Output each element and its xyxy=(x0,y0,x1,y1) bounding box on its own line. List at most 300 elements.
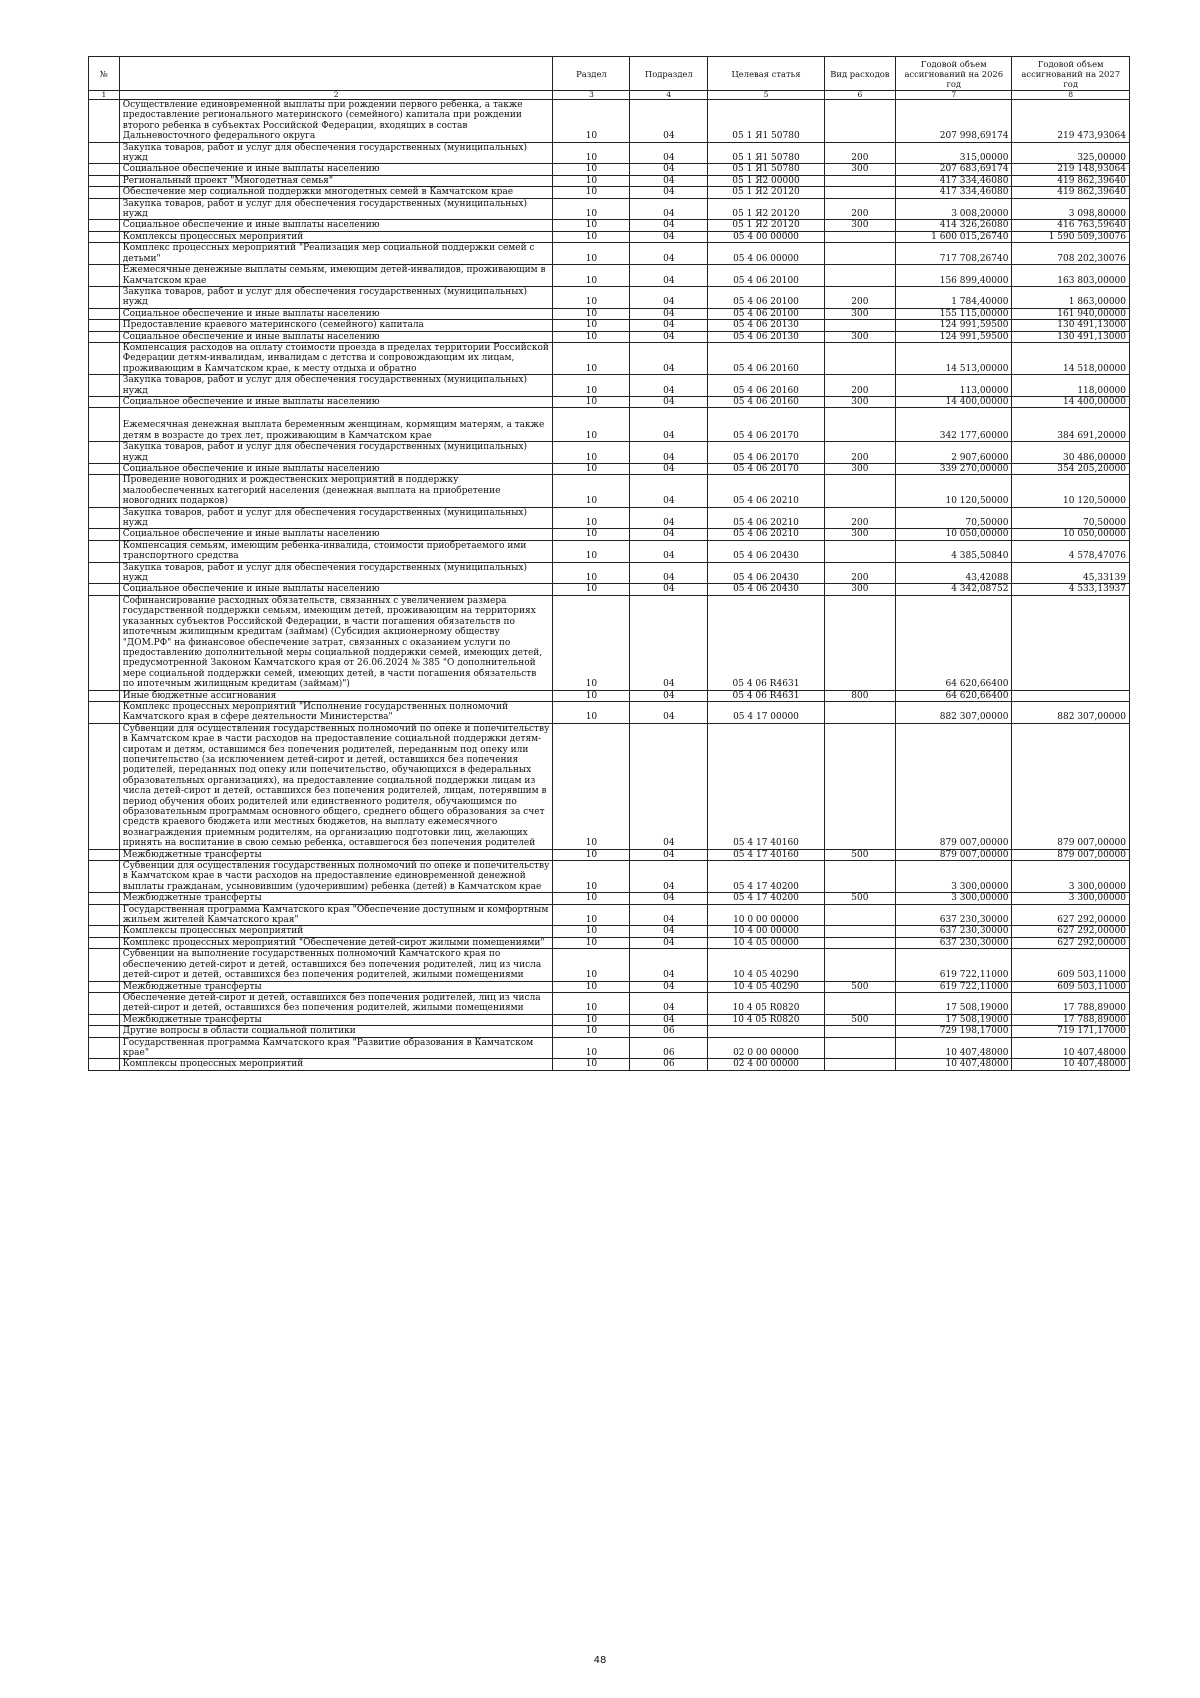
table-row xyxy=(89,286,1130,308)
table-row xyxy=(89,584,1130,595)
row-target-article-cell: 05 4 17 00000 xyxy=(708,701,824,723)
row-target-article-cell: 10 4 05 R0820 xyxy=(708,992,824,1014)
row-amount-2027-cell: 10 407,48000 xyxy=(1012,1037,1130,1059)
row-section-cell: 10 xyxy=(553,198,630,220)
header-name xyxy=(119,57,553,91)
row-expense-type-cell: 200 xyxy=(824,286,895,308)
row-amount-2027-cell: 609 503,11000 xyxy=(1012,949,1130,981)
table-row xyxy=(89,529,1130,540)
row-subsection-cell: 04 xyxy=(630,308,708,319)
row-name-cell: Государственная программа Камчатского края "Развитие образования в Камчатском крае" xyxy=(119,1037,553,1059)
row-target-article-cell xyxy=(708,1026,824,1037)
row-target-article-cell: 05 4 06 20130 xyxy=(708,320,824,331)
row-section-cell: 10 xyxy=(553,243,630,265)
row-name-cell: Обеспечение детей-сирот и детей, оставшихся без попечения родителей, лиц из числа детей-сирот и детей, оставшихся без попечения родителей, жилыми помещениями xyxy=(119,992,553,1014)
row-name-cell: Проведение новогодних и рождественских мероприятий в поддержку малообеспеченных категорий населения (денежная выплата на приобретение новогодних подарков) xyxy=(119,475,553,507)
row-expense-type-cell xyxy=(824,1026,895,1037)
header-target-article: Целевая статья xyxy=(708,57,824,91)
row-expense-type-cell: 300 xyxy=(824,308,895,319)
row-name-cell: Комплексы процессных мероприятий xyxy=(119,1059,553,1070)
row-subsection-cell: 04 xyxy=(630,1014,708,1025)
row-expense-type-cell: 200 xyxy=(824,442,895,464)
row-expense-type-cell xyxy=(824,1037,895,1059)
row-section-cell: 10 xyxy=(553,187,630,198)
row-target-article-cell: 05 4 06 20160 xyxy=(708,396,824,407)
row-amount-2026-cell: 339 270,00000 xyxy=(896,464,1012,475)
row-section-cell: 10 xyxy=(553,849,630,860)
row-number-cell xyxy=(89,562,120,584)
row-number-cell xyxy=(89,243,120,265)
row-name-cell: Закупка товаров, работ и услуг для обеспечения государственных (муниципальных) нужд xyxy=(119,142,553,164)
row-name-cell: Комплексы процессных мероприятий xyxy=(119,231,553,242)
row-name-cell: Софинансирование расходных обязательств, связанных с увеличением размера государственной поддержки семьям, имеющим детей, проживающим на территориях указанных субъектов Российской Федерации, в части погашения обязательств по ипотечным жилищным кредитам (займам) (Субсидия акционерному обществу "ДОМ.РФ" на финансовое обеспечение затрат, связанных с оказанием услуги по предоставлению дополнительной меры социальной поддержки семей, имеющих детей, предусмотренной Законом Камчатского края от 26.06.2024 № 385 "О дополнительной мере социальной поддержки семей, имеющих детей, в части погашения обязательств по ипотечным жилищным кредитам (займам)") xyxy=(119,595,553,690)
row-expense-type-cell: 200 xyxy=(824,375,895,397)
row-section-cell: 10 xyxy=(553,893,630,904)
row-expense-type-cell xyxy=(824,540,895,562)
row-name-cell: Иные бюджетные ассигнования xyxy=(119,690,553,701)
row-target-article-cell: 05 4 06 20160 xyxy=(708,342,824,374)
column-number: 5 xyxy=(708,91,824,100)
table-row xyxy=(89,507,1130,529)
row-name-cell: Субвенции для осуществления государственных полномочий по опеке и попечительству в Камчатском крае в части расходов на предоставление единовременной денежной выплаты гражданам, усыновившим (удочерившим) ребенка (детей) в Камчатском крае xyxy=(119,861,553,893)
row-amount-2026-cell: 124 991,59500 xyxy=(896,331,1012,342)
row-number-cell xyxy=(89,265,120,287)
row-amount-2027-cell: 4 578,47076 xyxy=(1012,540,1130,562)
table-row xyxy=(89,375,1130,397)
row-amount-2027-cell: 10 407,48000 xyxy=(1012,1059,1130,1070)
row-section-cell: 10 xyxy=(553,408,630,442)
row-expense-type-cell xyxy=(824,265,895,287)
row-target-article-cell: 05 4 06 20100 xyxy=(708,265,824,287)
row-target-article-cell: 05 4 06 20170 xyxy=(708,464,824,475)
column-number: 7 xyxy=(896,91,1012,100)
header-amount-2027: Годовой объем ассигнований на 2027 год xyxy=(1012,57,1130,91)
row-subsection-cell: 04 xyxy=(630,849,708,860)
row-subsection-cell: 04 xyxy=(630,142,708,164)
row-name-cell: Закупка товаров, работ и услуг для обеспечения государственных (муниципальных) нужд xyxy=(119,375,553,397)
row-subsection-cell: 04 xyxy=(630,396,708,407)
row-target-article-cell: 05 4 17 40200 xyxy=(708,893,824,904)
row-target-article-cell: 10 4 05 00000 xyxy=(708,937,824,948)
row-name-cell: Социальное обеспечение и иные выплаты населению xyxy=(119,331,553,342)
row-amount-2026-cell: 1 784,40000 xyxy=(896,286,1012,308)
row-subsection-cell: 04 xyxy=(630,529,708,540)
row-number-cell xyxy=(89,100,120,143)
table-row xyxy=(89,342,1130,374)
row-target-article-cell: 05 4 06 R4631 xyxy=(708,690,824,701)
row-subsection-cell: 04 xyxy=(630,981,708,992)
row-section-cell: 10 xyxy=(553,992,630,1014)
row-expense-type-cell: 800 xyxy=(824,690,895,701)
row-subsection-cell: 06 xyxy=(630,1059,708,1070)
row-expense-type-cell xyxy=(824,320,895,331)
row-name-cell: Осуществление единовременной выплаты при рождении первого ребенка, а также предоставление регионального материнского (семейного) капитала при рождении второго ребенка в субъектах Российской Федерации, входящих в состав Дальневосточного федерального округа xyxy=(119,100,553,143)
row-expense-type-cell xyxy=(824,723,895,849)
budget-table-sheet xyxy=(88,56,1130,1071)
row-expense-type-cell xyxy=(824,861,895,893)
column-number: 6 xyxy=(824,91,895,100)
row-number-cell xyxy=(89,507,120,529)
row-amount-2026-cell: 14 400,00000 xyxy=(896,396,1012,407)
row-amount-2027-cell: 419 862,39640 xyxy=(1012,187,1130,198)
row-section-cell: 10 xyxy=(553,595,630,690)
row-amount-2027-cell: 3 300,00000 xyxy=(1012,861,1130,893)
row-expense-type-cell: 200 xyxy=(824,507,895,529)
row-expense-type-cell xyxy=(824,949,895,981)
row-number-cell xyxy=(89,849,120,860)
row-amount-2027-cell: 3 300,00000 xyxy=(1012,893,1130,904)
row-amount-2027-cell xyxy=(1012,595,1130,690)
row-number-cell xyxy=(89,1014,120,1025)
header-expense-type: Вид расходов xyxy=(824,57,895,91)
column-numbers-row xyxy=(89,91,1130,100)
row-target-article-cell: 05 4 06 00000 xyxy=(708,243,824,265)
row-number-cell xyxy=(89,320,120,331)
table-row xyxy=(89,701,1130,723)
row-section-cell: 10 xyxy=(553,690,630,701)
row-section-cell: 10 xyxy=(553,562,630,584)
row-name-cell: Ежемесячные денежные выплаты семьям, имеющим детей-инвалидов, проживающим в Камчатском крае xyxy=(119,265,553,287)
row-amount-2027-cell: 627 292,00000 xyxy=(1012,926,1130,937)
row-number-cell xyxy=(89,164,120,175)
row-name-cell: Обеспечение мер социальной поддержки многодетных семей в Камчатском крае xyxy=(119,187,553,198)
row-amount-2027-cell: 163 803,00000 xyxy=(1012,265,1130,287)
row-number-cell xyxy=(89,595,120,690)
row-number-cell xyxy=(89,690,120,701)
row-name-cell: Субвенции на выполнение государственных полномочий Камчатского края по обеспечению детей-сирот и детей, оставшихся без попечения родителей, лиц из числа детей-сирот и детей, оставшихся без попечения родителей, жилыми помещениями xyxy=(119,949,553,981)
row-number-cell xyxy=(89,375,120,397)
row-number-cell xyxy=(89,198,120,220)
row-expense-type-cell: 300 xyxy=(824,164,895,175)
row-section-cell: 10 xyxy=(553,220,630,231)
row-expense-type-cell: 300 xyxy=(824,529,895,540)
row-target-article-cell: 05 1 Я2 20120 xyxy=(708,220,824,231)
row-amount-2027-cell: 882 307,00000 xyxy=(1012,701,1130,723)
row-subsection-cell: 04 xyxy=(630,100,708,143)
row-number-cell xyxy=(89,231,120,242)
row-amount-2026-cell: 64 620,66400 xyxy=(896,595,1012,690)
row-expense-type-cell xyxy=(824,904,895,926)
row-section-cell: 10 xyxy=(553,396,630,407)
row-number-cell xyxy=(89,1026,120,1037)
row-subsection-cell: 04 xyxy=(630,408,708,442)
row-target-article-cell: 10 4 05 40290 xyxy=(708,949,824,981)
budget-rows xyxy=(89,100,1130,1071)
row-section-cell: 10 xyxy=(553,142,630,164)
table-row xyxy=(89,1037,1130,1059)
row-section-cell: 10 xyxy=(553,175,630,186)
row-subsection-cell: 04 xyxy=(630,861,708,893)
row-expense-type-cell: 300 xyxy=(824,464,895,475)
row-name-cell: Социальное обеспечение и иные выплаты населению xyxy=(119,220,553,231)
row-section-cell: 10 xyxy=(553,231,630,242)
row-subsection-cell: 04 xyxy=(630,220,708,231)
row-target-article-cell: 05 4 06 20210 xyxy=(708,475,824,507)
row-expense-type-cell xyxy=(824,231,895,242)
row-expense-type-cell: 300 xyxy=(824,396,895,407)
table-row xyxy=(89,396,1130,407)
row-target-article-cell: 10 4 00 00000 xyxy=(708,926,824,937)
row-subsection-cell: 04 xyxy=(630,243,708,265)
row-section-cell: 10 xyxy=(553,442,630,464)
row-target-article-cell: 05 4 17 40200 xyxy=(708,861,824,893)
row-expense-type-cell: 300 xyxy=(824,220,895,231)
row-amount-2027-cell: 45,33139 xyxy=(1012,562,1130,584)
table-row xyxy=(89,442,1130,464)
table-row xyxy=(89,464,1130,475)
table-row xyxy=(89,1059,1130,1070)
row-section-cell: 10 xyxy=(553,701,630,723)
table-row xyxy=(89,265,1130,287)
row-amount-2027-cell: 3 098,80000 xyxy=(1012,198,1130,220)
row-amount-2026-cell: 1 600 015,26740 xyxy=(896,231,1012,242)
table-row xyxy=(89,849,1130,860)
row-amount-2026-cell: 43,42088 xyxy=(896,562,1012,584)
row-amount-2027-cell: 719 171,17000 xyxy=(1012,1026,1130,1037)
row-number-cell xyxy=(89,331,120,342)
row-amount-2027-cell: 419 862,39640 xyxy=(1012,175,1130,186)
row-section-cell: 10 xyxy=(553,540,630,562)
row-target-article-cell: 05 4 06 R4631 xyxy=(708,595,824,690)
header-section: Раздел xyxy=(553,57,630,91)
row-subsection-cell: 04 xyxy=(630,723,708,849)
row-amount-2026-cell: 637 230,30000 xyxy=(896,926,1012,937)
row-section-cell: 10 xyxy=(553,1037,630,1059)
table-row xyxy=(89,320,1130,331)
row-amount-2026-cell: 17 508,19000 xyxy=(896,1014,1012,1025)
row-amount-2027-cell: 879 007,00000 xyxy=(1012,849,1130,860)
row-expense-type-cell xyxy=(824,701,895,723)
row-amount-2026-cell: 2 907,60000 xyxy=(896,442,1012,464)
row-number-cell xyxy=(89,175,120,186)
row-amount-2026-cell: 10 050,00000 xyxy=(896,529,1012,540)
table-row xyxy=(89,100,1130,143)
row-section-cell: 10 xyxy=(553,861,630,893)
row-amount-2027-cell: 708 202,30076 xyxy=(1012,243,1130,265)
column-number: 8 xyxy=(1012,91,1130,100)
table-row xyxy=(89,408,1130,442)
row-target-article-cell: 05 4 17 40160 xyxy=(708,723,824,849)
row-number-cell xyxy=(89,142,120,164)
row-amount-2027-cell: 416 763,59640 xyxy=(1012,220,1130,231)
table-row xyxy=(89,231,1130,242)
row-section-cell: 10 xyxy=(553,1026,630,1037)
table-row xyxy=(89,937,1130,948)
row-expense-type-cell xyxy=(824,1059,895,1070)
header-row xyxy=(89,57,1130,91)
table-row xyxy=(89,595,1130,690)
row-subsection-cell: 04 xyxy=(630,375,708,397)
row-amount-2027-cell: 384 691,20000 xyxy=(1012,408,1130,442)
row-subsection-cell: 04 xyxy=(630,175,708,186)
column-number: 2 xyxy=(119,91,553,100)
row-section-cell: 10 xyxy=(553,308,630,319)
row-number-cell xyxy=(89,187,120,198)
row-amount-2027-cell: 609 503,11000 xyxy=(1012,981,1130,992)
row-subsection-cell: 04 xyxy=(630,286,708,308)
row-target-article-cell: 02 0 00 00000 xyxy=(708,1037,824,1059)
row-amount-2026-cell: 10 120,50000 xyxy=(896,475,1012,507)
row-amount-2026-cell: 729 198,17000 xyxy=(896,1026,1012,1037)
row-subsection-cell: 04 xyxy=(630,562,708,584)
row-name-cell: Закупка товаров, работ и услуг для обеспечения государственных (муниципальных) нужд xyxy=(119,286,553,308)
row-section-cell: 10 xyxy=(553,1014,630,1025)
row-amount-2026-cell: 207 683,69174 xyxy=(896,164,1012,175)
row-amount-2026-cell: 879 007,00000 xyxy=(896,849,1012,860)
row-number-cell xyxy=(89,723,120,849)
row-amount-2027-cell: 118,00000 xyxy=(1012,375,1130,397)
row-amount-2027-cell: 219 148,93064 xyxy=(1012,164,1130,175)
row-subsection-cell: 04 xyxy=(630,342,708,374)
row-subsection-cell: 04 xyxy=(630,475,708,507)
row-subsection-cell: 04 xyxy=(630,992,708,1014)
row-number-cell xyxy=(89,1037,120,1059)
row-amount-2026-cell: 315,00000 xyxy=(896,142,1012,164)
row-target-article-cell: 05 4 06 20100 xyxy=(708,286,824,308)
row-amount-2026-cell: 637 230,30000 xyxy=(896,904,1012,926)
row-amount-2026-cell: 3 008,20000 xyxy=(896,198,1012,220)
row-name-cell: Государственная программа Камчатского края "Обеспечение доступным и комфортным жильем жителей Камчатского края" xyxy=(119,904,553,926)
table-row xyxy=(89,164,1130,175)
row-section-cell: 10 xyxy=(553,265,630,287)
row-number-cell xyxy=(89,475,120,507)
row-section-cell: 10 xyxy=(553,926,630,937)
row-expense-type-cell xyxy=(824,100,895,143)
row-name-cell: Предоставление краевого материнского (семейного) капитала xyxy=(119,320,553,331)
row-section-cell: 10 xyxy=(553,164,630,175)
row-amount-2027-cell: 219 473,93064 xyxy=(1012,100,1130,143)
row-amount-2026-cell: 4 385,50840 xyxy=(896,540,1012,562)
row-subsection-cell: 04 xyxy=(630,701,708,723)
row-amount-2027-cell: 1 590 509,30076 xyxy=(1012,231,1130,242)
budget-table xyxy=(88,56,1130,1071)
row-expense-type-cell: 500 xyxy=(824,893,895,904)
row-target-article-cell: 05 4 17 40160 xyxy=(708,849,824,860)
header-subsection: Подраздел xyxy=(630,57,708,91)
row-amount-2026-cell: 14 513,00000 xyxy=(896,342,1012,374)
row-number-cell xyxy=(89,408,120,442)
row-number-cell xyxy=(89,442,120,464)
row-expense-type-cell xyxy=(824,475,895,507)
row-number-cell xyxy=(89,981,120,992)
row-number-cell xyxy=(89,342,120,374)
row-name-cell: Социальное обеспечение и иные выплаты населению xyxy=(119,396,553,407)
row-target-article-cell: 05 4 06 20130 xyxy=(708,331,824,342)
row-target-article-cell: 05 1 Я2 20120 xyxy=(708,198,824,220)
row-expense-type-cell: 200 xyxy=(824,562,895,584)
row-section-cell: 10 xyxy=(553,584,630,595)
row-section-cell: 10 xyxy=(553,529,630,540)
row-section-cell: 10 xyxy=(553,723,630,849)
table-row xyxy=(89,187,1130,198)
row-expense-type-cell xyxy=(824,342,895,374)
table-row xyxy=(89,893,1130,904)
row-section-cell: 10 xyxy=(553,1059,630,1070)
row-expense-type-cell xyxy=(824,243,895,265)
row-subsection-cell: 04 xyxy=(630,164,708,175)
row-name-cell: Компенсация расходов на оплату стоимости проезда в пределах территории Российской Федерации детям-инвалидам, инвалидам с детства и сопровождающим их лицам, проживающим в Камчатском крае, к месту отдыха и обратно xyxy=(119,342,553,374)
row-number-cell xyxy=(89,540,120,562)
table-row xyxy=(89,175,1130,186)
row-expense-type-cell: 500 xyxy=(824,849,895,860)
row-subsection-cell: 06 xyxy=(630,1037,708,1059)
row-amount-2027-cell: 354 205,20000 xyxy=(1012,464,1130,475)
table-row xyxy=(89,723,1130,849)
row-amount-2026-cell: 717 708,26740 xyxy=(896,243,1012,265)
row-target-article-cell: 10 4 05 40290 xyxy=(708,981,824,992)
row-name-cell: Закупка товаров, работ и услуг для обеспечения государственных (муниципальных) нужд xyxy=(119,442,553,464)
row-number-cell xyxy=(89,926,120,937)
row-subsection-cell: 04 xyxy=(630,187,708,198)
row-subsection-cell: 04 xyxy=(630,464,708,475)
row-name-cell: Межбюджетные трансферты xyxy=(119,849,553,860)
row-amount-2026-cell: 879 007,00000 xyxy=(896,723,1012,849)
row-number-cell xyxy=(89,286,120,308)
table-row xyxy=(89,981,1130,992)
row-name-cell: Социальное обеспечение и иные выплаты населению xyxy=(119,164,553,175)
row-target-article-cell: 02 4 00 00000 xyxy=(708,1059,824,1070)
page-number: 48 xyxy=(593,1655,607,1666)
row-amount-2026-cell: 124 991,59500 xyxy=(896,320,1012,331)
row-expense-type-cell xyxy=(824,187,895,198)
row-name-cell: Закупка товаров, работ и услуг для обеспечения государственных (муниципальных) нужд xyxy=(119,507,553,529)
row-section-cell: 10 xyxy=(553,342,630,374)
row-target-article-cell: 05 1 Я1 50780 xyxy=(708,164,824,175)
table-row xyxy=(89,1026,1130,1037)
column-number: 3 xyxy=(553,91,630,100)
row-amount-2027-cell: 130 491,13000 xyxy=(1012,331,1130,342)
row-section-cell: 10 xyxy=(553,100,630,143)
row-section-cell: 10 xyxy=(553,937,630,948)
row-amount-2026-cell: 4 342,08752 xyxy=(896,584,1012,595)
row-amount-2026-cell: 417 334,46080 xyxy=(896,187,1012,198)
row-amount-2027-cell: 10 120,50000 xyxy=(1012,475,1130,507)
row-subsection-cell: 04 xyxy=(630,690,708,701)
row-target-article-cell: 05 4 00 00000 xyxy=(708,231,824,242)
row-expense-type-cell xyxy=(824,175,895,186)
row-amount-2027-cell: 14 518,00000 xyxy=(1012,342,1130,374)
row-number-cell xyxy=(89,584,120,595)
row-section-cell: 10 xyxy=(553,286,630,308)
row-target-article-cell: 05 4 06 20170 xyxy=(708,442,824,464)
row-number-cell xyxy=(89,464,120,475)
row-name-cell: Комплекс процессных мероприятий "Исполнение государственных полномочий Камчатского края в сфере деятельности Министерства" xyxy=(119,701,553,723)
row-amount-2026-cell: 17 508,19000 xyxy=(896,992,1012,1014)
row-subsection-cell: 04 xyxy=(630,904,708,926)
row-name-cell: Закупка товаров, работ и услуг для обеспечения государственных (муниципальных) нужд xyxy=(119,198,553,220)
row-section-cell: 10 xyxy=(553,949,630,981)
row-subsection-cell: 04 xyxy=(630,937,708,948)
row-subsection-cell: 04 xyxy=(630,320,708,331)
table-row xyxy=(89,331,1130,342)
row-target-article-cell: 05 4 06 20210 xyxy=(708,507,824,529)
row-name-cell: Социальное обеспечение и иные выплаты населению xyxy=(119,584,553,595)
row-section-cell: 10 xyxy=(553,331,630,342)
row-name-cell: Комплекс процессных мероприятий "Реализация мер социальной поддержки семей с детьми" xyxy=(119,243,553,265)
row-expense-type-cell: 500 xyxy=(824,1014,895,1025)
row-subsection-cell: 04 xyxy=(630,893,708,904)
row-name-cell: Другие вопросы в области социальной политики xyxy=(119,1026,553,1037)
table-row xyxy=(89,562,1130,584)
row-section-cell: 10 xyxy=(553,904,630,926)
row-subsection-cell: 04 xyxy=(630,507,708,529)
table-row xyxy=(89,992,1130,1014)
row-amount-2027-cell: 4 533,13937 xyxy=(1012,584,1130,595)
row-amount-2027-cell: 879 007,00000 xyxy=(1012,723,1130,849)
row-name-cell: Субвенции для осуществления государственных полномочий по опеке и попечительству в Камчатском крае в части расходов на предоставление социальной поддержки детям-сиротам и детям, оставшимся без попечения родителей, переданным под опеку или попечительство (за исключением детей-сирот и детей, оставшихся без попечения родителей, переданных под опеку или попечительство, обучающихся в федеральных образовательных организациях), на предоставление социальной поддержки лицам из числа детей-сирот и детей, оставшихся без попечения родителей, лицам, потерявшим в период обучения обоих родителей или единственного родителя, обучающимся по образовательным программам основного общего, среднего общего образования за счет средств краевого бюджета или местных бюджетов, на выплату ежемесячного вознаграждения приемным родителям, на организацию подготовки лиц, желающих принять на воспитание в свою семью ребенка, оставшегося без попечения родителей xyxy=(119,723,553,849)
row-subsection-cell: 04 xyxy=(630,595,708,690)
table-row xyxy=(89,926,1130,937)
